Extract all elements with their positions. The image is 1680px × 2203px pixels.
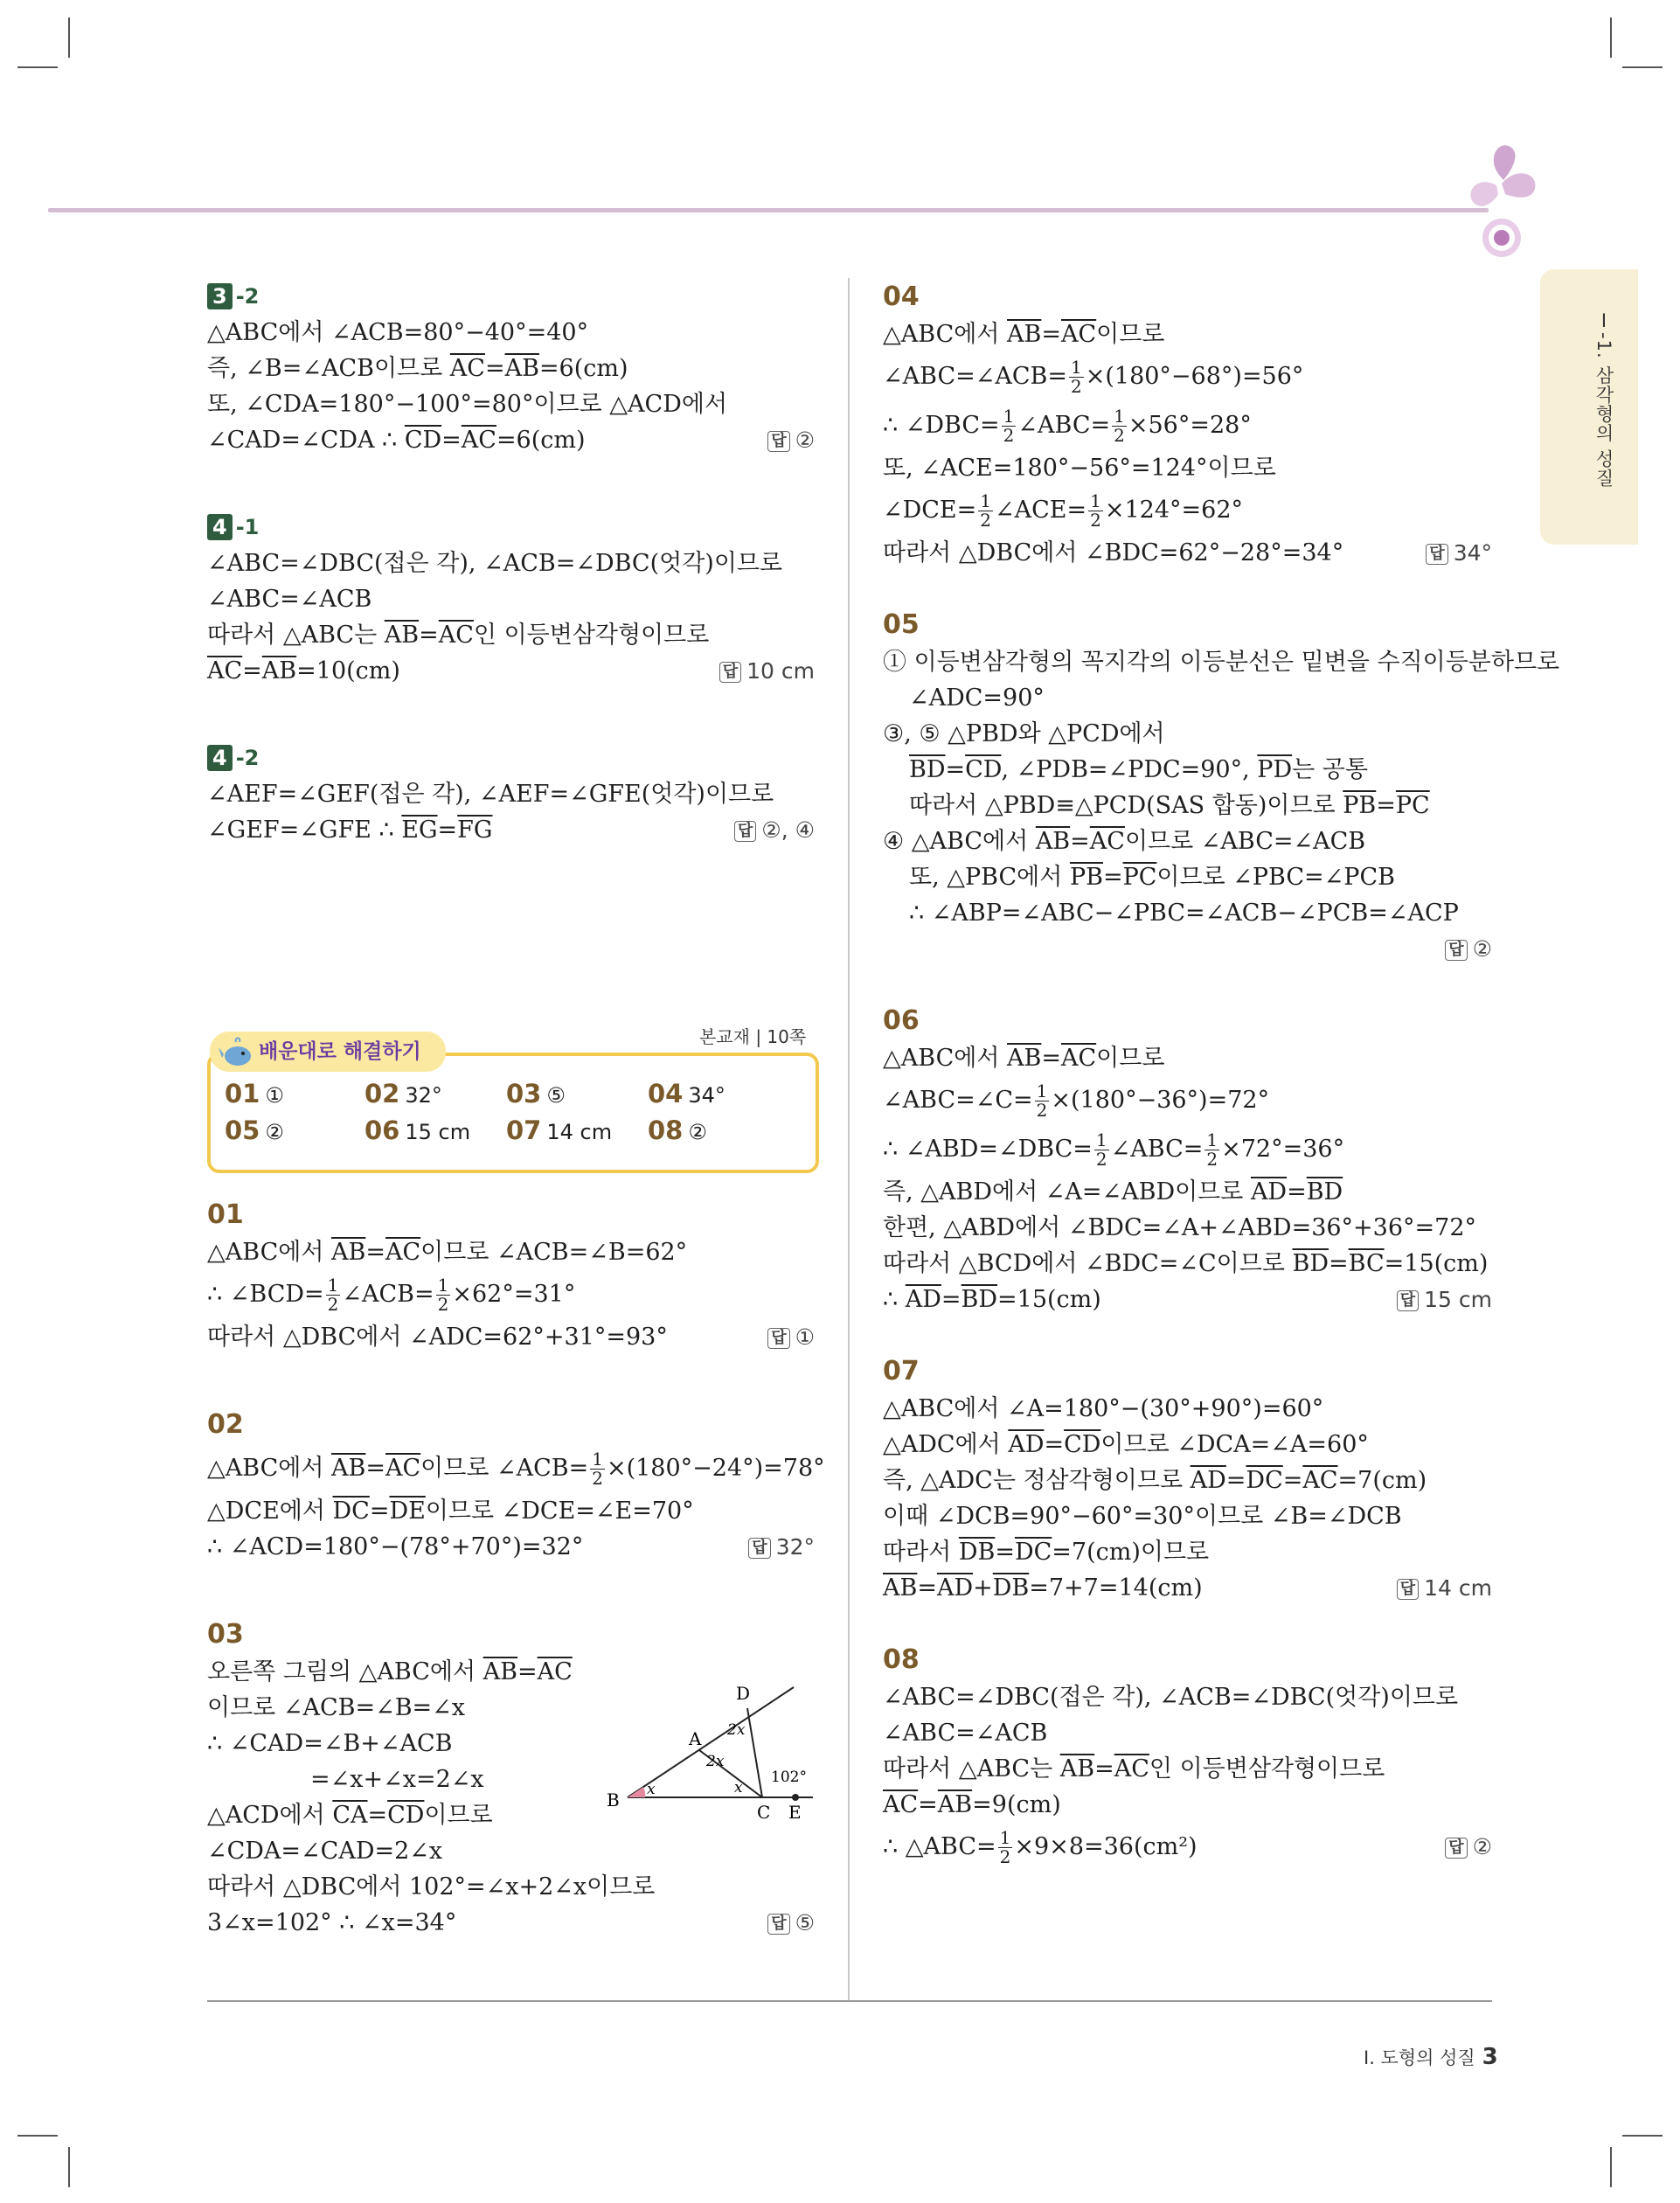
answer-mark-icon: 답 [1426, 544, 1447, 565]
solution-03: 03 오른쪽 그림의 △ABC에서 $\overline{AB}=\overline{AC}$ 이므로 ∠ACB=∠B=∠x ∴ ∠CAD=∠B+∠ACB =∠x+∠x=2∠x △ACD에서 $\overline{CA}=\overline{CD}$이므로 ∠CDA=∠CAD=2∠x 따라서 △DBC에서 102°=∠x+2∠x이므로 3∠x=102° ∴ ∠x=34° 답 ⑤ [207, 1616, 815, 1941]
solution-number: 05 [883, 609, 920, 640]
crop-mark [68, 17, 70, 58]
answer: 답 10 cm [719, 653, 815, 689]
answer: 답 ② [767, 422, 815, 458]
whale-mascot-icon [219, 1035, 253, 1068]
answer-mark-icon: 답 [1445, 1838, 1467, 1859]
solution-number: 06 [883, 1005, 920, 1036]
problem-3-2: 3 -2 △ABC에서 ∠ACB=80°−40°=40° 즉, ∠B=∠ACB이므로 $\overline{AC}=\overline{AB}=6(cm)$ 또, ∠CDA=180°−100°=80°이므로 △ACD에서 ∠CAD=∠CDA ∴ $\overline{CD}=\overline{AC}=6(cm)$ 답 ② [207, 278, 815, 458]
crop-mark [1622, 2135, 1663, 2137]
solution-number: 07 [883, 1356, 920, 1386]
fraction: $\frac{1}{2}$ [1206, 1129, 1218, 1170]
label-d: D [736, 1683, 751, 1704]
label-x: x [734, 1779, 743, 1796]
answer-mark-icon: 답 [767, 431, 789, 452]
textbook-reference: 본교재 | 10쪽 [699, 1026, 807, 1047]
solution-01: 01 △ABC에서 $\overline{AB}=\overline{AC}$이므로 ∠ACB=∠B=62° ∴ ∠BCD= $\frac{1}{2}$ ∠ACB= $\frac{1}{2}$ ×62°=31° 따라서 △DBC에서 ∠ADC=62°+31°=93° 답 ① [207, 1196, 815, 1355]
summary-item: 02 32° [364, 1079, 442, 1108]
footer-section: Ⅰ. 도형의 성질 [1364, 2047, 1475, 2068]
triangle-figure [603, 1678, 822, 1823]
page-footer [1364, 2044, 1498, 2070]
problem-number-badge: 4 [207, 514, 233, 540]
solution-04: 04 △ABC에서 $\overline{AB}=\overline{AC}$이므로 ∠ABC=∠ACB= $\frac{1}{2}$ ×(180°−68°)=56° ∴ ∠DBC= $\frac{1}{2}$ ∠ABC= $\frac{1}{2}$ ×56°=28° 또, ∠ACE=180°−56°=124°이므로 ∠DCE= $\frac{1}{2}$ ∠ACE= $\frac{1}{2}$ ×124°=62° 따라서 △DBC에서 ∠BDC=62°−28°=34° 답 34° [883, 278, 1492, 571]
fraction: $\frac{1}{2}$ [999, 1827, 1011, 1867]
answer-mark-icon: 답 [1397, 1290, 1419, 1311]
answer-mark-icon: 답 [767, 1914, 789, 1935]
answer-mark-icon: 답 [1397, 1579, 1419, 1600]
problem-number-badge: 4 [207, 745, 233, 771]
fraction: $\frac{1}{2}$ [1114, 406, 1125, 446]
solution-number: 01 [207, 1199, 244, 1230]
chapter-side-tab-label: Ⅰ-1. 삼각형의 성질 [1593, 310, 1614, 488]
solution-number: 04 [883, 281, 920, 312]
bottom-rule [207, 2000, 1492, 2002]
problem-4-1: 4 -1 ∠ABC=∠DBC(접은 각), ∠ACB=∠DBC(엇각)이므로 ∠ABC=∠ACB 따라서 △ABC는 $\overline{AB}=\overline{AC}$인 이등변삼각형이므로 $\overline{AC}=\overline{AB}=10(cm)$ 답 10 cm [207, 509, 815, 689]
answer: 답 14 cm [1397, 1570, 1492, 1606]
summary-item: 08 ② [648, 1115, 707, 1145]
flower-ornament-icon [1451, 140, 1547, 271]
solution-05: 05 ① 이등변삼각형의 꼭지각의 이등분선은 밑변을 수직이등분하므로 ∠ADC=90° ③, ⑤ △PBD와 △PCD에서 $\overline{BD}=\overline{CD}$, ∠PDB=∠PDC=90°, $\overline{PD}$는 공통 따라서 △PBD≡△PCD(SAS 합동)이므로 $\overline{PB}=\overline{PC}$ ④ △ABC에서 $\overline{AB}=\overline{AC}$이므로 ∠ABC=∠ACB 또, △PBC에서 $\overline{PB}=\overline{PC}$이므로 ∠PBC=∠PCB ∴ ∠ABP=∠ABC−∠PBC=∠ACB−∠PCB=∠ACP 답 ② [883, 606, 1492, 967]
problem-4-2: 4 -2 ∠AEF=∠GEF(접은 각), ∠AEF=∠GFE(엇각)이므로 ∠GEF=∠GFE ∴ $\overline{EG}=\overline{FG}$ 답 ②, ④ [207, 740, 815, 848]
problem-number-badge: 3 [207, 283, 233, 309]
answer-mark-icon: 답 [719, 662, 741, 683]
answer-summary-title: 배운대로 해결하기 [210, 1032, 446, 1072]
label-e: E [788, 1802, 802, 1823]
label-c: C [757, 1802, 771, 1823]
fraction: $\frac{1}{2}$ [1003, 406, 1015, 446]
answer: 답 ② [1445, 931, 1492, 967]
answer-mark-icon: 답 [767, 1328, 789, 1349]
solution-07: 07 △ABC에서 ∠A=180°−(30°+90°)=60° △ADC에서 $\overline{AD}=\overline{CD}$이므로 ∠DCA=∠A=60° 즉, △ADC는 정삼각형이므로 $\overline{AD}=\overline{DC}=\overline{AC}=7(cm)$ 이때 ∠DCB=90°−60°=30°이므로 ∠B=∠DCB 따라서 $\overline{DB}=\overline{DC}=7(cm)$이므로 $\overline{AB}=\overline{AD}+\overline{DB}=7+7=14(cm)$ 답 14 cm [883, 1352, 1492, 1606]
solution-number: 02 [207, 1409, 244, 1440]
crop-mark [17, 2135, 58, 2137]
summary-item: 07 14 cm [506, 1115, 613, 1145]
crop-mark [1622, 66, 1663, 68]
crop-mark [1610, 17, 1612, 58]
solution-02: 02 △ABC에서 $\overline{AB}=\overline{AC}$이므로 ∠ACB= $\frac{1}{2}$ ×(180°−24°)=78° △DCE에서 $\overline{DC}=\overline{DE}$이므로 ∠DCE=∠E=70° ∴ ∠ACD=180°−(78°+70°)=32° 답 32° [207, 1406, 815, 1565]
fraction: $\frac{1}{2}$ [1095, 1129, 1107, 1170]
solution-number: 03 [207, 1619, 244, 1650]
answer: 답 ②, ④ [734, 812, 815, 848]
answer: 답 15 cm [1397, 1282, 1492, 1317]
solution-08: 08 ∠ABC=∠DBC(접은 각), ∠ACB=∠DBC(엇각)이므로 ∠ABC=∠ACB 따라서 △ABC는 $\overline{AB}=\overline{AC}$인 이등변삼각형이므로 $\overline{AC}=\overline{AB}=9(cm)$ ∴ △ABC= $\frac{1}{2}$ ×9×8=36(cm²) 답 ② [883, 1641, 1492, 1872]
label-b: B [607, 1790, 620, 1810]
solution-number: 08 [883, 1644, 920, 1675]
answer-mark-icon: 답 [734, 821, 756, 842]
answer-mark-icon: 답 [748, 1538, 770, 1559]
label-102: 102° [771, 1769, 807, 1786]
label-2x: 2x [706, 1753, 725, 1770]
summary-item: 06 15 cm [364, 1115, 471, 1145]
page-number: 3 [1482, 2044, 1498, 2070]
answer: 답 32° [748, 1529, 815, 1565]
solution-06: 06 △ABC에서 $\overline{AB}=\overline{AC}$이므로 ∠ABC=∠C= $\frac{1}{2}$ ×(180°−36°)=72° ∴ ∠ABD=∠DBC= $\frac{1}{2}$ ∠ABC= $\frac{1}{2}$ ×72°=36° 즉, △ABD에서 ∠A=∠ABD이므로 $\overline{AD}=\overline{BD}$ 한편, △ABD에서 ∠BDC=∠A+∠ABD=36°+36°=72° 따라서 △BCD에서 ∠BDC=∠C이므로 $\overline{BD}=\overline{BC}=15(cm)$ ∴ $\overline{AD}=\overline{BD}=15(cm)$ 답 15 cm [883, 1002, 1492, 1317]
fraction: $\frac{1}{2}$ [1090, 490, 1101, 531]
fraction: $\frac{1}{2}$ [1071, 357, 1082, 397]
summary-item: 04 34° [648, 1079, 725, 1108]
answer: 답 ② [1445, 1823, 1492, 1872]
left-column-top [207, 278, 815, 899]
summary-item: 03 ⑤ [506, 1079, 566, 1108]
fraction: $\frac{1}{2}$ [437, 1275, 449, 1315]
column-divider [848, 278, 850, 2002]
header-rule [48, 208, 1489, 212]
fraction: $\frac{1}{2}$ [327, 1275, 339, 1315]
label-a: A [689, 1728, 702, 1749]
left-column-bottom [207, 1196, 825, 1991]
answer: 답 ⑤ [767, 1905, 815, 1941]
answer-mark-icon: 답 [1445, 940, 1467, 961]
summary-item: 01 ① [225, 1079, 284, 1108]
label-x: x [647, 1781, 656, 1798]
crop-mark [68, 2147, 70, 2187]
answer: 답 ① [767, 1319, 815, 1355]
crop-mark [1610, 2147, 1612, 2187]
label-2x: 2x [727, 1721, 746, 1739]
fraction: $\frac{1}{2}$ [592, 1449, 603, 1489]
right-column [883, 278, 1560, 1872]
summary-item: 05 ② [225, 1115, 284, 1145]
answer: 답 34° [1426, 535, 1492, 571]
fraction: $\frac{1}{2}$ [980, 490, 991, 531]
crop-mark [17, 66, 58, 68]
fraction: $\frac{1}{2}$ [1036, 1081, 1048, 1121]
